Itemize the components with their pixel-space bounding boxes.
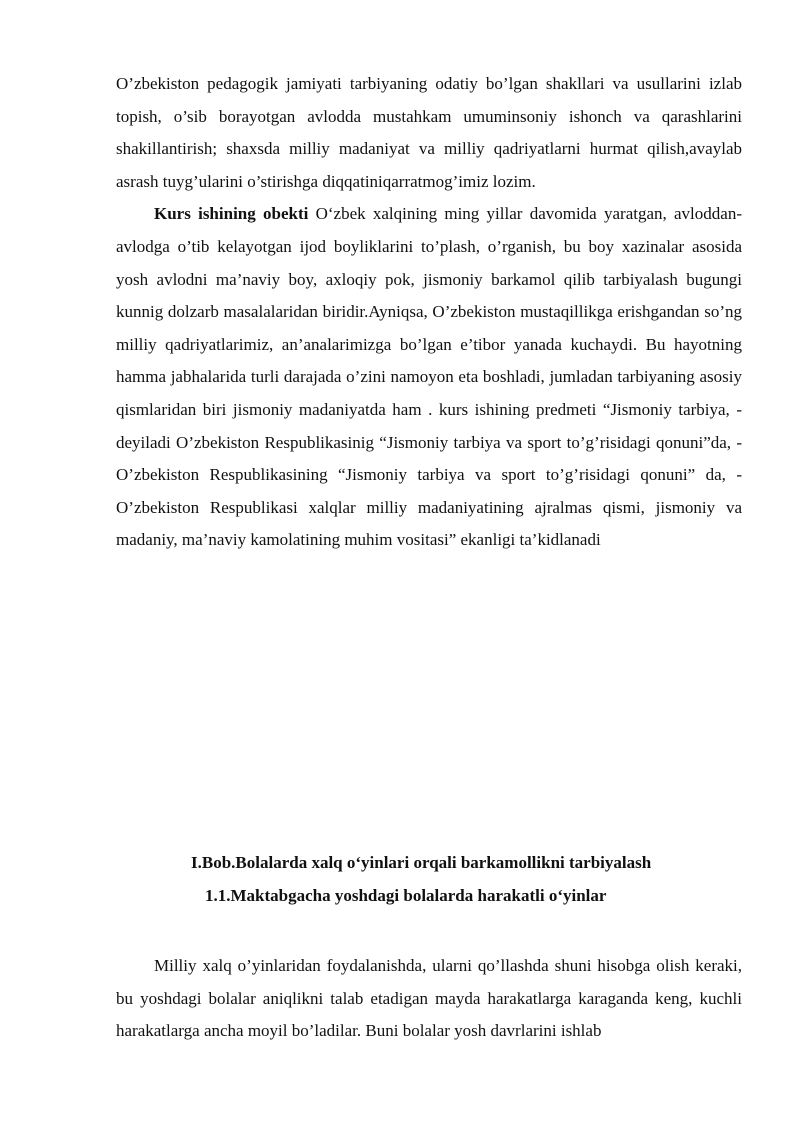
chapter-heading: I.Bob.Bolalarda xalq o‘yinlari orqali barkamollikni tarbiyalash: [191, 853, 652, 872]
document-body: [116, 68, 742, 557]
paragraph-section-text: Milliy xalq o’yinlaridan foydalanishda, ularni qo’llashda shuni hisobga olish keraki, bu yoshdagi bolalar aniqlikni talab etadigan mayda harakatlarga karaganda keng, kuchli harakatlarga ancha moyil bo’ladilar. Buni bolalar yosh davrlarini ishlab: [116, 956, 742, 1041]
paragraph-course-object: [116, 198, 742, 557]
section-heading: 1.1.Maktabgacha yoshdagi bolalarda harakatli o‘yinlar: [205, 886, 607, 905]
document-body-section: [116, 950, 742, 1048]
paragraph-intro: O’zbekiston pedagogik jamiyati tarbiyaning odatiy bo’lgan shakllari va usullarini izlab topish, o’sib borayotgan avlodda mustahkam umuminsoniy ishonch va qarashlarini shakillantirish; shaxsda milliy madaniyat va milliy qadriyatlarni hurmat qilish,avaylab asrash tuyg’ularini o’stirishga diqqatiniqarratmog’imiz lozim.: [116, 74, 742, 191]
course-object-text: O‘zbek xalqining ming yillar davomida yaratgan, avloddan-avlodga o’tib kelayotgan ijod boyliklarini to’plash, o’rganish, bu boy xazinalar asosida yosh avlodni ma’naviy boy, axloqiy pok, jismoniy barkamol qilib tarbiyalash bugungi kunnig dolzarb masalalaridan biridir.Ayniqsa, O’zbekiston mustaqillikga erishgandan so’ng milliy qadriyatlarimiz, an’analarimizga bo’lgan e’tibor yanada kuchaydi. Bu hayotning hamma jabhalarida turli darajada o’zini namoyon eta boshladi, jumladan tarbiyaning asosiy qismlaridan biri jismoniy madaniyatda ham . kurs ishining predmeti “Jismoniy tarbiya, - deyiladi O’zbekiston Respublikasinig “Jismoniy tarbiya va sport to’g’risidagi qonuni”da, - O’zbekiston Respublikasining “Jismoniy tarbiya va sport to’g’risidagi qonuni” da, - O’zbekiston Respublikasi xalqlar milliy madaniyatining ajralmas qismi, jismoniy va madaniy, ma’naviy kamolatining muhim vositasi” ekanligi ta’kidlanadi: [116, 204, 742, 550]
course-object-label: Kurs ishining obekti: [154, 204, 309, 224]
